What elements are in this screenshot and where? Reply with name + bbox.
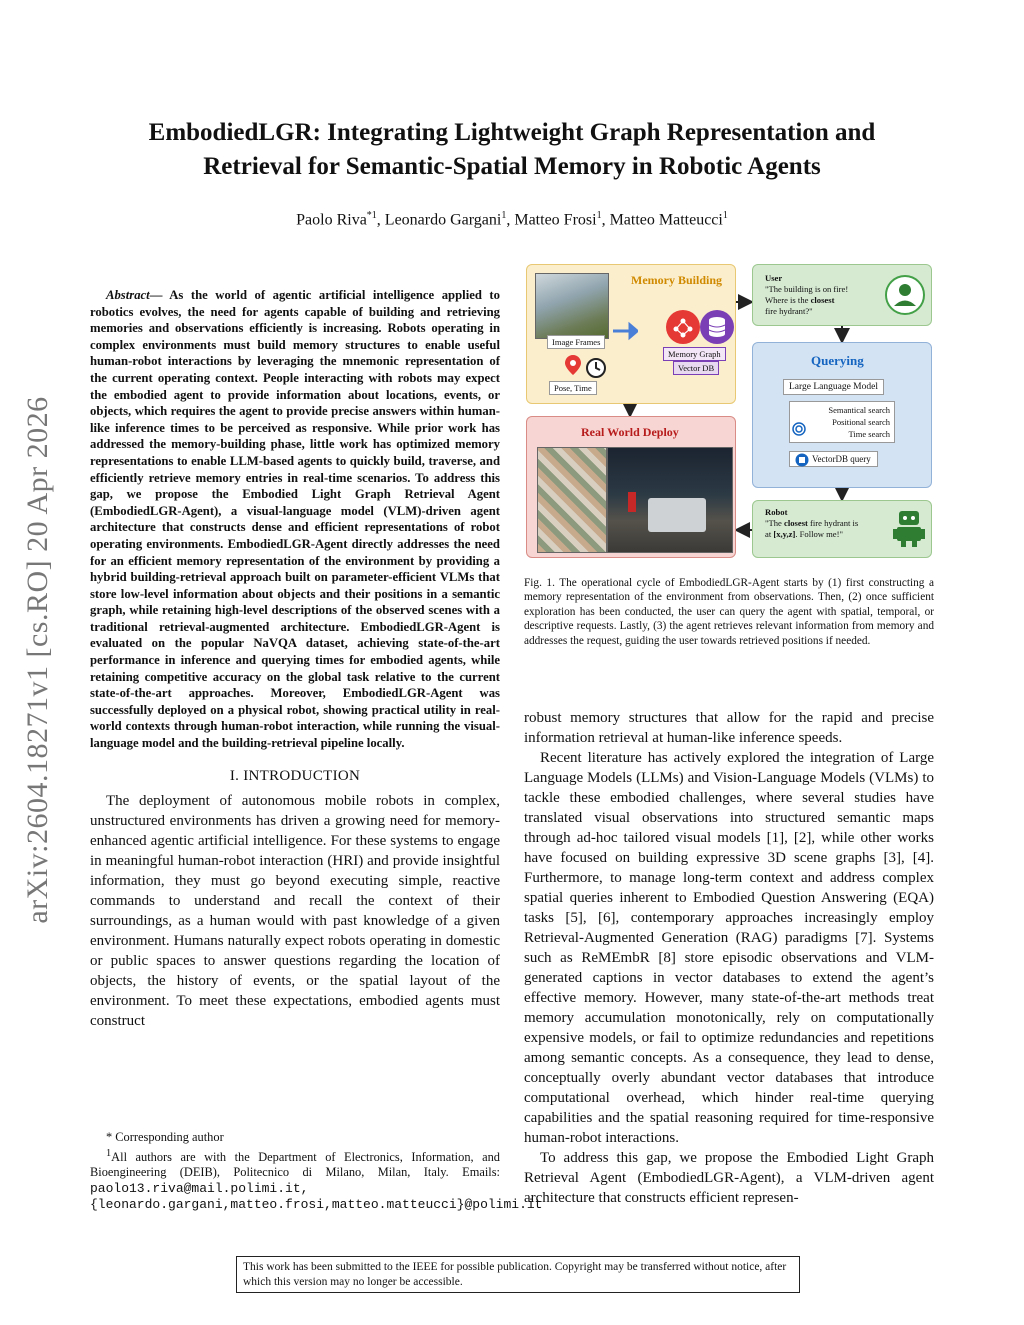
user-question-line-2-text: Where is the xyxy=(765,295,811,305)
semantical-search: Semantical search xyxy=(828,405,890,415)
llm-tag: Large Language Model xyxy=(783,379,884,395)
right-paragraph-2: Recent literature has actively explored the integration of Large Language Models (LLMs) and Vision-Language Models (VLMs) to tackle these embodied challenges, where several studies have translated visual observations into structured semantic maps through ad-hoc tailored visual models [1], [2], while other works have focused on building expressive 3D scene graphs [3], [4]. Furthermore, to manage long-term context and address complex spatial queries inherent to Embodied Question Answering (EQA) tasks [5], [6], contemporary approaches increasingly employ Retrieval-Augmented Generation (RAG) paradigms [7]. Systems such as ReMEmbR [8] store episodic observations and VLM-generated captions in vector databases to extend the agent’s effective memory. However, many state-of-the-art methods treat memory accumulation monotonically, rely on computationally expensive models, or fail to optimize redundancies and repetitions among semantic concepts. As a consequence, they lead to dense, conceptually overly abundant vector databases that introduce computational overhead, which hinder real-time querying capabilities and the spatial reasoning required for time-responsive human-robot interactions. xyxy=(524,750,934,1146)
author-3-sup: 1 xyxy=(596,210,602,221)
user-panel xyxy=(752,264,932,326)
left-column xyxy=(90,287,500,1031)
robot-message xyxy=(765,507,858,540)
author-1-sup: *1 xyxy=(366,210,377,221)
author-4-sup: 1 xyxy=(722,210,728,221)
vector-db-icon xyxy=(699,309,735,345)
positional-search: Positional search xyxy=(832,417,890,427)
author-1: Paolo Riva xyxy=(296,211,367,229)
abstract xyxy=(90,287,500,752)
title-line-1: EmbodiedLGR: Integrating Lightweight Graph Representation and xyxy=(148,119,876,146)
spiral-search-icon xyxy=(791,421,807,437)
author-3: , Matteo Frosi xyxy=(506,211,597,229)
right-paragraph-1: robust memory structures that allow for the rapid and precise information retrieval at human-like inference speeds. xyxy=(524,710,934,746)
map-aerial-image xyxy=(537,447,607,553)
abstract-label: Abstract xyxy=(106,288,150,302)
real-world-deploy-panel xyxy=(526,416,736,558)
robot-icon xyxy=(891,509,927,549)
author-2-sup: 1 xyxy=(501,210,507,221)
title-line-2: Retrieval for Semantic-Spatial Memory in Robotic Agents xyxy=(203,153,821,180)
footnote-affil-text: All authors are with the Department of Electronics, Information, and Bioengineering (DEIB), Politecnico di Milano, Milan, Italy. xyxy=(90,1149,500,1180)
querying-panel xyxy=(752,342,932,488)
robot-answer-2c: . Follow me!" xyxy=(795,529,843,539)
robot-answer-line-1 xyxy=(765,518,858,529)
user-message xyxy=(765,273,848,317)
memory-building-panel xyxy=(526,264,736,404)
database-query-icon xyxy=(795,453,809,467)
memory-building-heading: Memory Building xyxy=(631,273,723,287)
figure-1 xyxy=(524,262,934,560)
image-frames-tag: Image Frames xyxy=(547,335,605,349)
memory-graph-icon xyxy=(665,309,701,345)
author-list xyxy=(80,210,944,229)
robot-body-shape xyxy=(648,498,706,532)
vectordb-query-tag: VectorDB query xyxy=(789,451,878,467)
robot-answer-coords: [x,y,z] xyxy=(773,529,796,539)
user-question-line-2 xyxy=(765,295,848,306)
section-heading-introduction: I. INTRODUCTION xyxy=(229,767,361,784)
user-question-line-1: "The building is on fire! xyxy=(765,284,849,294)
robot-answer-closest: closest xyxy=(784,518,808,528)
author-4: , Matteo Matteucci xyxy=(601,211,723,229)
right-arrow-icon xyxy=(612,321,638,341)
robot-panel xyxy=(752,500,932,558)
footnote-emails-label: Emails: xyxy=(462,1165,500,1180)
querying-heading: Querying xyxy=(811,353,864,368)
footnote-affil-sup: 1 xyxy=(106,1147,112,1159)
robot-label: Robot xyxy=(765,507,788,517)
intro-paragraph-1: The deployment of autonomous mobile robots in complex, unstructured environments has driven a growing need for memory-enhanced agentic artificial intelligence. For these systems to engage in meaningful human-robot interaction (HRI) and provide insightful information, they must go beyond executing simple, reactive commands to understand and recall the context of their surroundings, as a human would with past knowledge of a given environment. Humans naturally expect robots operating in domestic or public spaces to answer questions regarding the location of objects, the history of events, or the spatial layout of the environment. To meet these expectations, embodied agents must construct xyxy=(90,792,500,1029)
right-column xyxy=(524,708,934,1208)
robot-photo xyxy=(607,447,733,553)
robot-answer-2a: at xyxy=(765,529,774,539)
footnote-corresponding: * Corresponding author xyxy=(106,1130,224,1144)
fire-hydrant-shape xyxy=(628,492,636,512)
time-search: Time search xyxy=(848,429,890,439)
footnotes xyxy=(90,1130,543,1212)
footnote-emails: paolo13.riva@mail.polimi.it, {leonardo.gargani,matteo.frosi,matteo.matteucci}@polimi.it xyxy=(90,1180,543,1212)
footnote-affiliation xyxy=(90,1146,543,1213)
robot-answer-1c: fire hydrant is xyxy=(807,518,859,528)
abstract-dash: — xyxy=(149,288,170,302)
user-label: User xyxy=(765,273,783,283)
user-question-closest: closest xyxy=(810,295,835,305)
vector-db-tag: Vector DB xyxy=(673,361,719,375)
clock-icon xyxy=(585,357,607,379)
memory-graph-tag: Memory Graph xyxy=(663,347,726,361)
image-frames-photo xyxy=(535,273,609,339)
real-world-deploy-heading: Real World Deploy xyxy=(581,425,679,439)
robot-answer-line-2 xyxy=(765,529,858,540)
abstract-text: As the world of agentic artificial intelligence applied to robotics evolves, the need for agents capable of building and retrieving memories and observations efficiently is increasing. Robots operating in complex environments must build memory structures to enable useful human-robot interactions by leveraging the mnemonic representation of the current operating context. People interacting with robots may expect the embodied agent to provide information about locations, events, or objects, which requires the agent to provide precise answers within human-like inference times to be perceived as responsive. While prior work has addressed the memory-building phase, little work has optimized memory representations to enable LLM-based agents to quickly build, traverse, and efficiently retrieve memory entries in real-time scenarios. To address this gap, we propose the Embodied Light Graph Retrieval Agent (EmbodiedLGR-Agent), a visual-language model (VLM)-driven agent architecture that constructs dense and efficient representations of robot operating environments. EmbodiedLGR-Agent directly addresses the need for an efficient memory representation of the environment by providing a hybrid building-retrieval approach built on parameter-efficient VLMs that store low-level information about objects and their positions in a semantic graph, while retaining high-level descriptions of the observed scenes with a traditional retrieval-augmented architecture. EmbodiedLGR-Agent is evaluated on the popular NaVQA dataset, achieving state-of-the-art performance in inference and querying times for embodied agents, while retaining competitive accuracy on the global task relative to the current state-of-the-art approaches. Moreover, EmbodiedLGR-Agent was successfully deployed on a physical robot, showing practical utility in real-world contexts through human-robot interaction, while running the visual-language model and the building-retrieval pipeline locally. xyxy=(90,288,500,751)
location-pin-icon xyxy=(561,353,585,377)
paper-title xyxy=(80,116,944,184)
author-2: , Leonardo Gargani xyxy=(376,211,502,229)
user-avatar-icon xyxy=(885,275,925,315)
arxiv-stamp xyxy=(8,360,68,960)
figure-1-caption: Fig. 1. The operational cycle of EmbodiedLGR-Agent starts by (1) first constructing a memory representation of the environment from observations. Then, (2) once sufficient exploration has been conducted, the user can query the agent with spatial, temporal, or descriptive requests. Lastly, (3) the agent retrieves relevant information from memory and addresses the request, guiding the user towards retrieved positions if needed. xyxy=(524,577,934,647)
arxiv-id: arXiv:2604.18271v1 [cs.RO] 20 Apr 2026 xyxy=(21,396,54,924)
user-question-line-3: fire hydrant?" xyxy=(765,306,813,316)
pose-time-tag: Pose, Time xyxy=(549,381,597,395)
right-paragraph-3: To address this gap, we propose the Embodied Light Graph Retrieval Agent (EmbodiedLGR-Agent), a VLM-driven agent architecture that constructs efficient represen- xyxy=(524,1150,934,1206)
robot-answer-1a: "The xyxy=(765,518,785,528)
ieee-notice: This work has been submitted to the IEEE for possible publication. Copyright may be transferred without notice, after which this version may no longer be accessible. xyxy=(236,1256,800,1293)
